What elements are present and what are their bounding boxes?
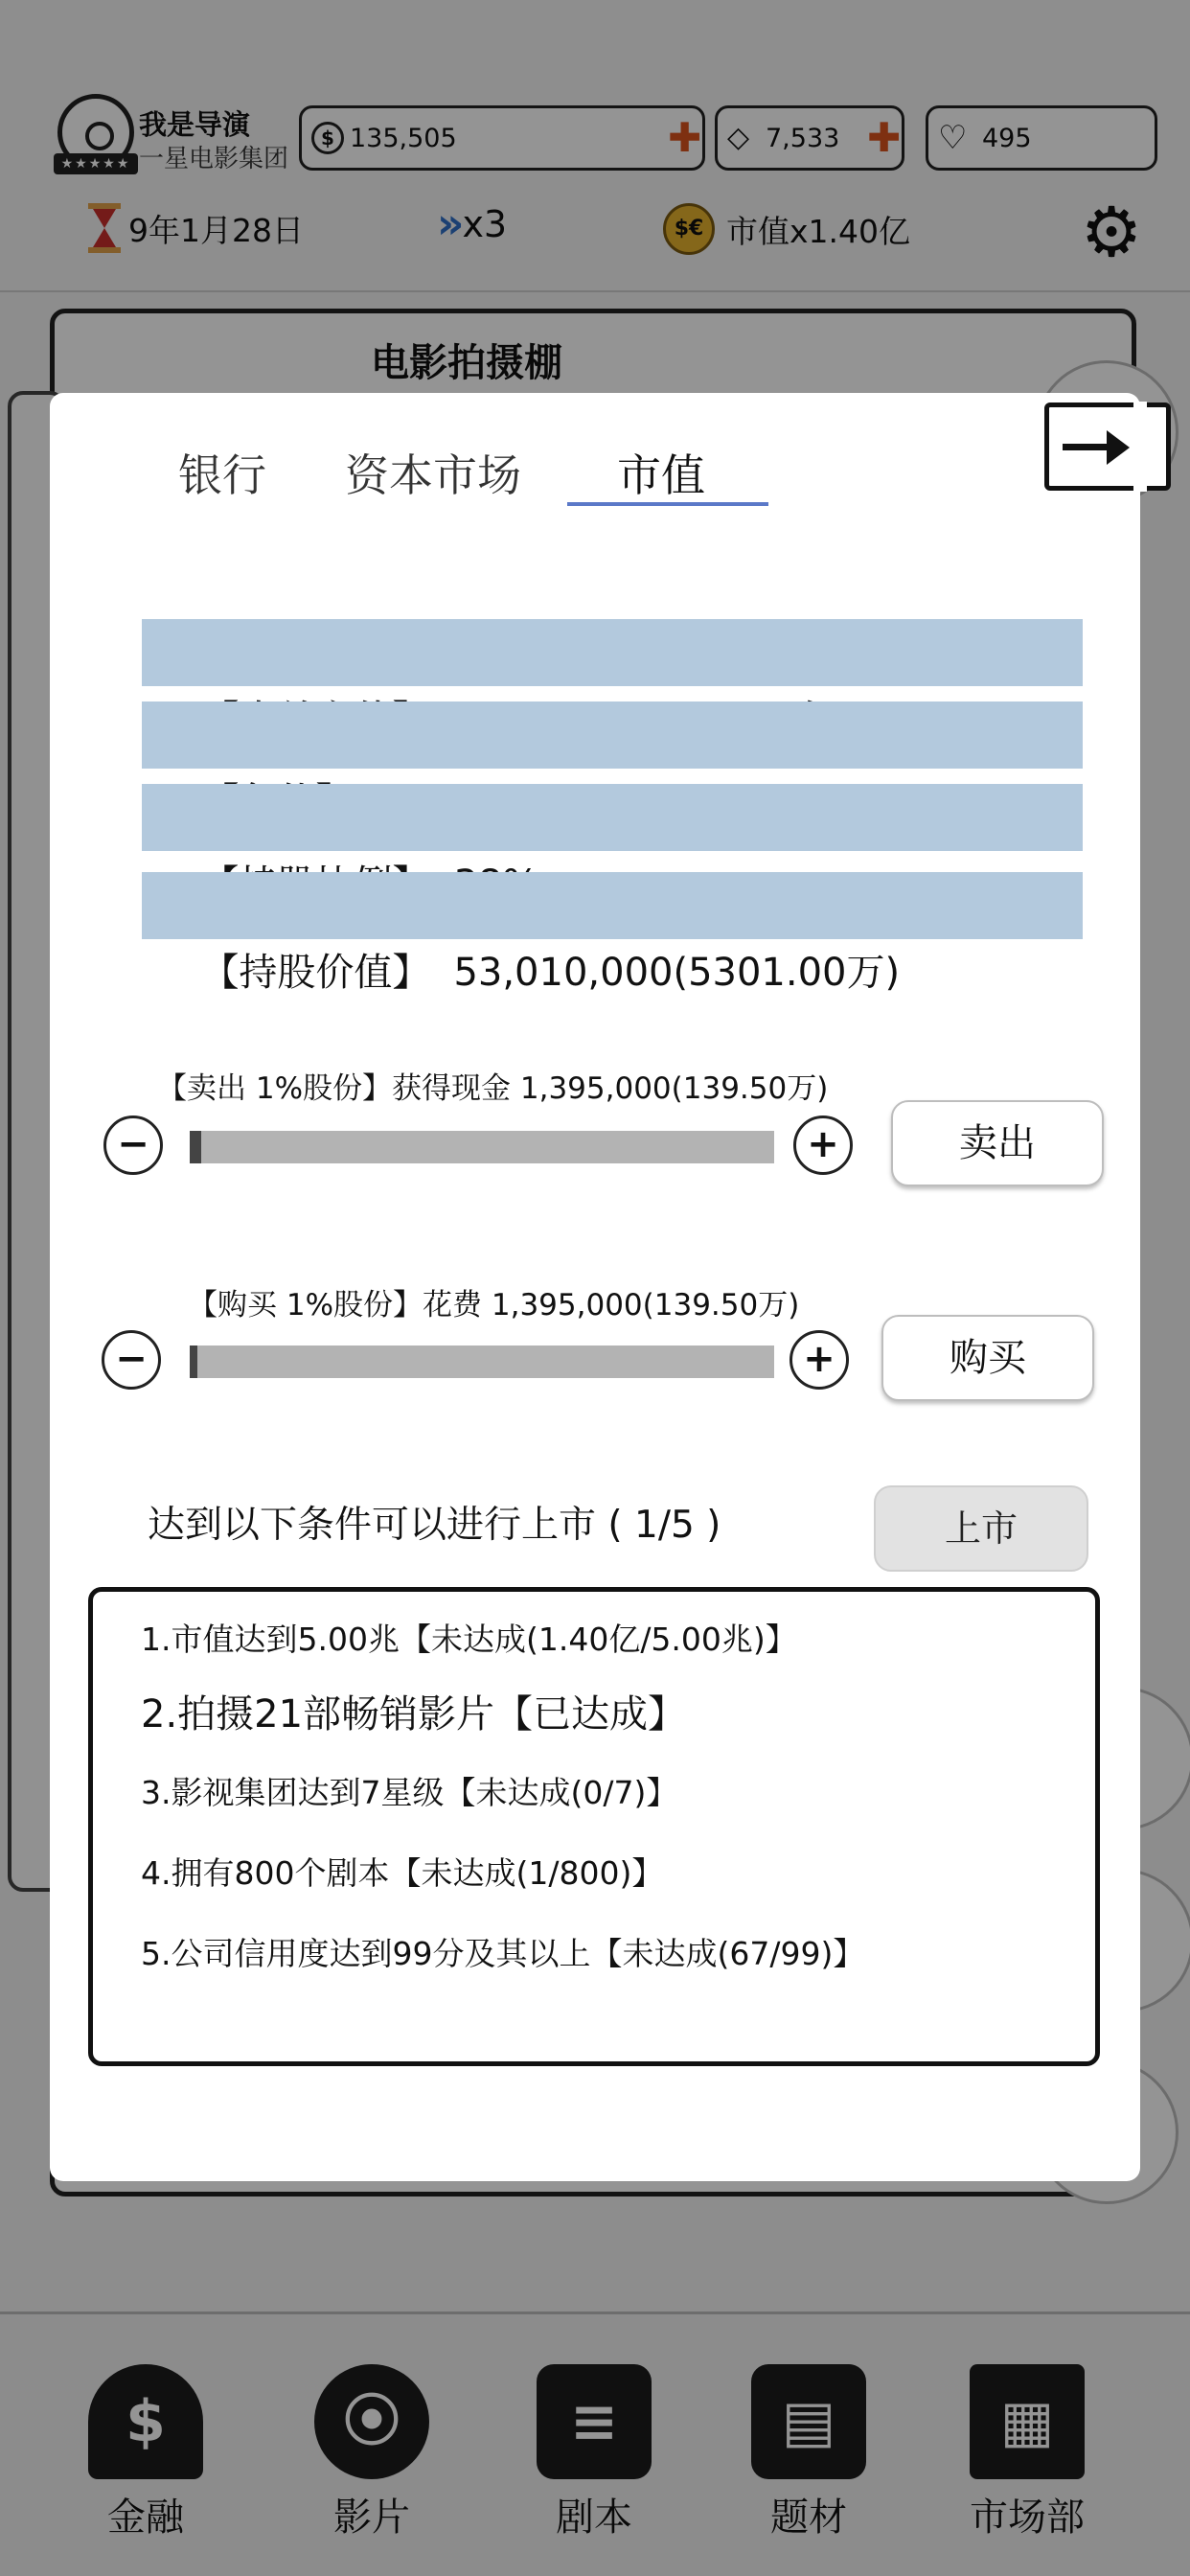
settings-gear-icon[interactable]: ⚙ <box>1080 192 1143 272</box>
nav-label: 金融 <box>107 2496 184 2540</box>
sell-increase-button[interactable]: + <box>793 1116 853 1175</box>
bank-icon: $ <box>88 2364 203 2479</box>
heart-value: 495 <box>982 123 1032 153</box>
buy-increase-button[interactable]: + <box>790 1330 849 1390</box>
nav-label: 影片 <box>333 2496 410 2540</box>
heart-icon: ♡ <box>938 119 968 157</box>
buy-slider-handle[interactable] <box>190 1346 197 1378</box>
close-modal-button[interactable] <box>1044 402 1171 491</box>
info-row-current-market-value <box>142 619 1083 686</box>
tab-market-value[interactable]: 市值 <box>617 449 705 501</box>
market-chart-icon: ▦ <box>970 2364 1085 2479</box>
sell-caption: 【卖出 1%股份】获得现金 1,395,000(139.50万) <box>157 1071 829 1106</box>
info-value: 53,010,000(5301.00万) <box>453 951 901 995</box>
currency-coin-icon: $€ <box>663 203 715 255</box>
info-row-holding-value <box>142 872 1083 995</box>
nav-label: 市场部 <box>970 2496 1085 2540</box>
sell-decrease-button[interactable]: − <box>103 1116 163 1175</box>
buy-button[interactable]: 购买 <box>881 1315 1094 1401</box>
ipo-conditions-list <box>88 1587 1100 2066</box>
star-rating-badge: ★★★★★ <box>54 153 138 174</box>
fast-forward-icon: » <box>437 199 453 248</box>
dollar-coin-icon: $ <box>311 122 344 154</box>
nav-label: 剧本 <box>556 2496 632 2540</box>
ipo-condition: 2.拍摄21部畅销影片【已达成】 <box>141 1692 687 1736</box>
clapperboard-icon: ▤ <box>751 2364 866 2479</box>
sell-slider-handle[interactable] <box>190 1131 201 1163</box>
film-reel-icon: ⦿ <box>314 2364 429 2479</box>
sell-button[interactable]: 卖出 <box>891 1100 1104 1186</box>
company-level: 一星电影集团 <box>139 145 289 173</box>
info-row-debt <box>142 702 1083 769</box>
ipo-condition: 5.公司信用度达到99分及其以上【未达成(67/99)】 <box>141 1935 865 1972</box>
speed-text: x3 <box>462 202 508 245</box>
tab-bank[interactable]: 银行 <box>178 449 266 501</box>
studio-title: 电影拍摄棚 <box>371 341 562 385</box>
add-money-button[interactable]: ✚ <box>668 114 702 161</box>
tab-capital-market[interactable]: 资本市场 <box>345 449 521 501</box>
diamond-icon: ◇ <box>727 121 750 154</box>
money-value: 135,505 <box>350 123 457 153</box>
date-text: 9年1月28日 <box>128 211 304 249</box>
active-tab-indicator <box>567 502 768 506</box>
ipo-condition: 4.拥有800个剧本【未达成(1/800)】 <box>141 1854 664 1892</box>
buy-amount-slider[interactable] <box>190 1346 774 1378</box>
buy-caption: 【购买 1%股份】花费 1,395,000(139.50万) <box>188 1288 800 1322</box>
ipo-condition: 1.市值达到5.00兆【未达成(1.40亿/5.00兆)】 <box>141 1621 797 1658</box>
nav-label: 题材 <box>770 2496 847 2540</box>
add-diamond-button[interactable]: ✚ <box>867 114 902 161</box>
ipo-button[interactable]: 上市 <box>874 1485 1088 1572</box>
sell-amount-slider[interactable] <box>190 1131 774 1163</box>
info-label: 【持股价值】 <box>200 951 431 995</box>
buy-decrease-button[interactable]: − <box>102 1330 161 1390</box>
script-icon: ≡ <box>537 2364 652 2479</box>
company-name: 我是导演 <box>139 108 251 141</box>
info-row-share-ratio <box>142 784 1083 851</box>
market-value-text: 市值x1.40亿 <box>726 212 911 250</box>
ipo-conditions-title: 达到以下条件可以进行上市 ( 1/5 ) <box>148 1504 721 1547</box>
diamond-value: 7,533 <box>766 123 840 153</box>
ipo-condition: 3.影视集团达到7星级【未达成(0/7)】 <box>141 1774 678 1811</box>
